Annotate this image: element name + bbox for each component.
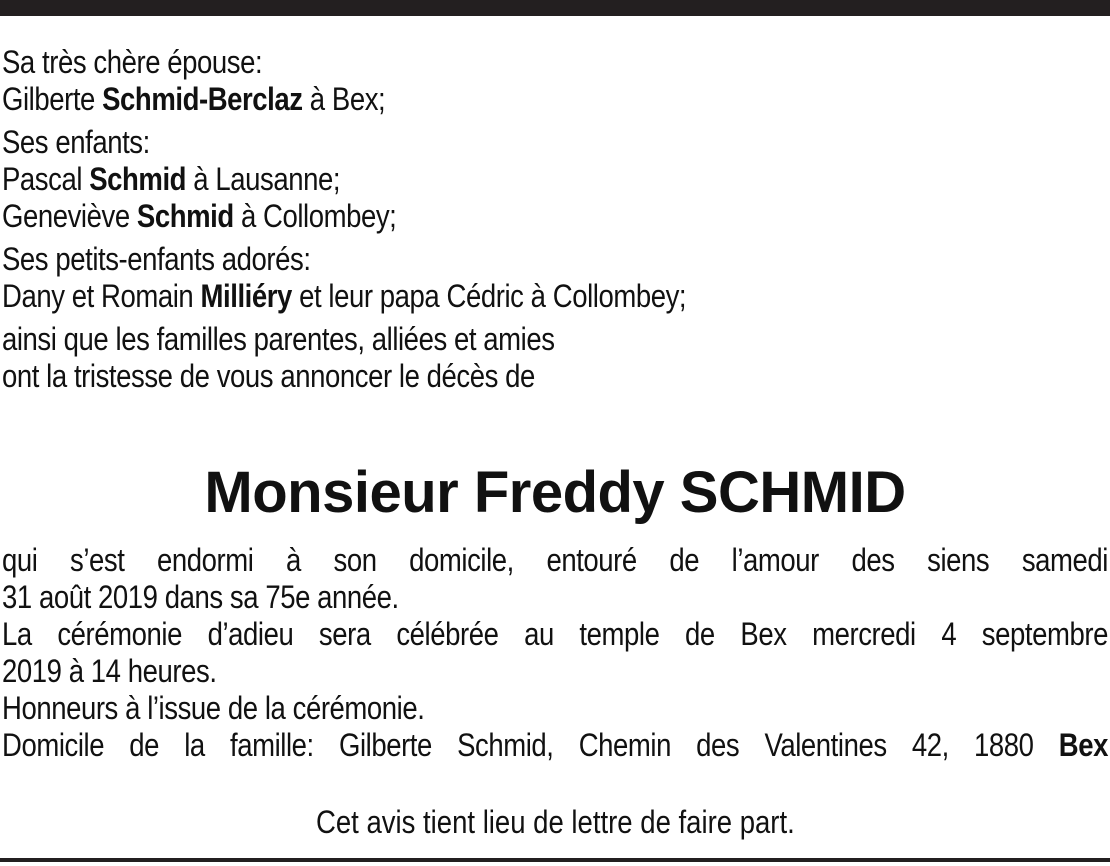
child-place: à Lausanne; xyxy=(193,161,341,197)
funeral-details xyxy=(2,542,1108,764)
spouse-first-name: Gilberte xyxy=(2,81,95,117)
closing-text: Cet avis tient lieu de lettre de faire part. xyxy=(315,804,795,840)
grandchildren-heading: Ses petits-enfants adorés: xyxy=(2,241,311,277)
family-list xyxy=(2,44,1108,395)
child-line xyxy=(2,198,1108,235)
honours-line: Honneurs à l’issue de la cérémonie. xyxy=(2,690,425,726)
child-surname: Schmid xyxy=(136,198,234,234)
grandchildren-line xyxy=(2,278,1108,315)
spouse-surname: Schmid-Berclaz xyxy=(102,81,303,117)
death-line-2: 31 août 2019 dans sa 75e année. xyxy=(2,579,399,615)
child-first-name: Pascal xyxy=(2,161,83,197)
spouse-heading: Sa très chère épouse: xyxy=(2,44,263,80)
domicile-text: Domicile de la famille: Gilberte Schmid, Chemin des Valentines 42, 1880 xyxy=(2,727,1034,763)
ceremony-line-1: La cérémonie d’adieu sera célébrée au temple de Bex mercredi 4 septembre xyxy=(2,616,1108,652)
child-place: à Collombey; xyxy=(240,198,397,234)
child-line xyxy=(2,161,1108,198)
top-border-bar xyxy=(0,0,1110,16)
closing-note xyxy=(0,802,1110,842)
spouse-place: à Bex; xyxy=(309,81,386,117)
children-heading: Ses enfants: xyxy=(2,124,150,160)
child-surname: Schmid xyxy=(89,161,187,197)
announce-line-1: ainsi que les familles parentes, alliées et amies xyxy=(2,321,555,357)
spouse-line xyxy=(2,81,1108,118)
ceremony-line-2: 2019 à 14 heures. xyxy=(2,653,217,689)
announce-line-2: ont la tristesse de vous annoncer le décès de xyxy=(2,358,535,394)
death-line-1: qui s’est endormi à son domicile, entouré de l’amour des siens samedi xyxy=(2,542,1108,578)
grandchildren-surname: Milliéry xyxy=(200,278,292,314)
deceased-name-heading: Monsieur Freddy SCHMID xyxy=(204,460,906,525)
domicile-city: Bex xyxy=(1058,727,1108,763)
child-first-name: Geneviève xyxy=(2,198,130,234)
domicile-line xyxy=(2,727,1108,764)
grandchildren-first-names: Dany et Romain xyxy=(2,278,194,314)
grandchildren-rest: et leur papa Cédric à Collombey; xyxy=(299,278,687,314)
bottom-border-rule xyxy=(0,858,1110,862)
